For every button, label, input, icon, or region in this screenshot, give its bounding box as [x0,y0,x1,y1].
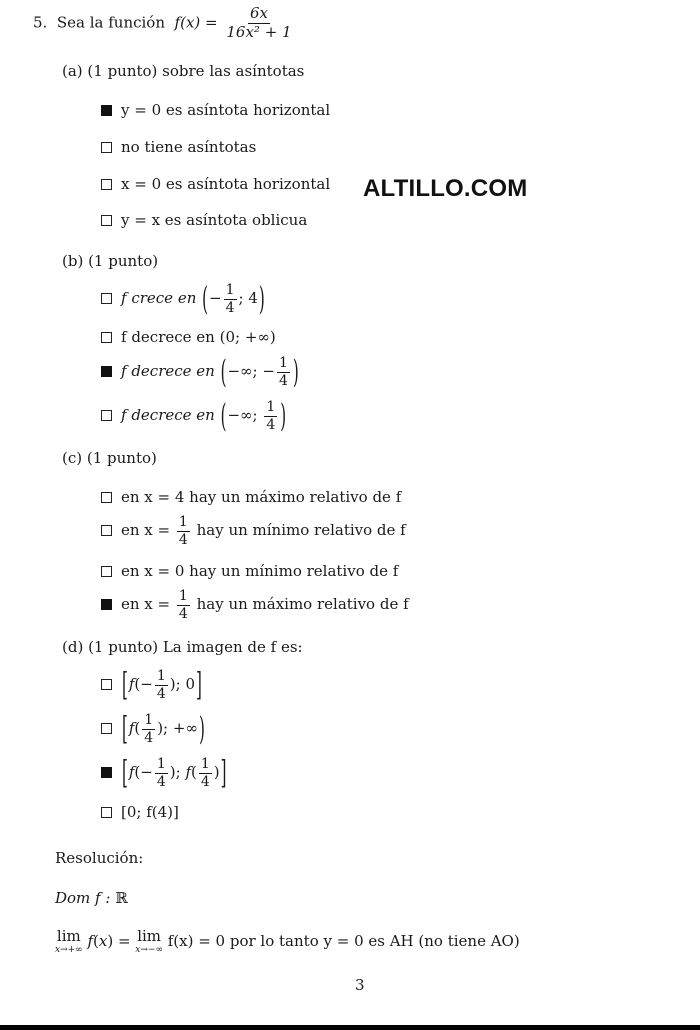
interval-left: −∞; [227,406,263,425]
checkbox-unchecked[interactable] [101,807,112,818]
option-b4[interactable] [101,397,287,436]
option-text: en x = [121,595,171,614]
option-text: x = 0 es asíntota horizontal [121,175,331,193]
domain-value: ℝ [115,889,128,907]
option-d2[interactable]: [f( $\frac{1}{4}$ ); +∞) [101,713,206,745]
option-text: y = x es asíntota oblicua [121,211,308,229]
problem-number: 5. [33,13,48,32]
fraction: $\frac{1}{4}$ [225,282,235,316]
interval-left: −∞; − [227,362,275,381]
limits-line: lim x→+∞ f(x) = lim x→−∞ f(x) = 0 por lo tanto y = 0 es AH (no tiene AO) [55,927,520,955]
function-denominator: 16x² + 1 [226,22,292,41]
checkbox-checked[interactable] [101,105,112,116]
option-d3[interactable]: [f(− $\frac{1}{4}$ ); f( $\frac{1}{4}$ )] [101,757,228,789]
checkbox-unchecked[interactable] [101,142,112,153]
part-d-header: (d) (1 punto) La imagen de f es: [62,638,303,656]
domain-line [55,889,128,907]
fraction: $\frac{1}{4}$ [178,588,188,622]
checkbox-unchecked[interactable] [101,723,112,734]
checkbox-checked[interactable] [101,767,112,778]
option-text-post: hay un mínimo relativo de f [196,521,406,540]
fraction: $\frac{1}{4}$ [266,399,276,433]
checkbox-checked[interactable] [101,599,112,610]
option-d1[interactable]: [f(− $\frac{1}{4}$ ); 0] [101,669,203,701]
option-text: f decrece en [121,362,215,381]
checkbox-checked[interactable] [101,366,112,377]
option-text: f crece en [121,289,197,308]
open-paren: ( [202,280,208,319]
option-c3[interactable] [101,562,398,580]
option-text-post: hay un máximo relativo de f [196,595,409,614]
limit-conclusion: f(x) = 0 por lo tanto y = 0 es AH (no tiene AO) [167,932,520,950]
close-paren: ) [258,280,265,319]
option-d4[interactable] [101,803,179,821]
resolution-label: Resolución: [55,849,144,867]
checkbox-unchecked[interactable] [101,566,112,577]
fraction: $\frac{1}{4}$ [278,355,288,389]
option-a2[interactable] [101,138,256,156]
function-numerator: 6x [249,4,268,22]
option-text: [0; f(4)] [121,803,179,821]
option-text: en x = 0 hay un mínimo relativo de f [121,562,399,580]
interval-left: − [209,289,222,308]
option-c2[interactable] [101,515,406,547]
close-paren: ) [280,397,287,436]
checkbox-unchecked[interactable] [101,492,112,503]
option-a3[interactable] [101,175,330,193]
bottom-rule [0,1025,700,1030]
option-text: f decrece en [121,406,215,425]
part-a-header: (a) (1 punto) sobre las asíntotas [62,62,305,80]
option-b2[interactable] [101,328,276,346]
option-text: f decrece en (0; +∞) [121,328,276,346]
option-text: y = 0 es asíntota horizontal [121,101,331,119]
checkbox-unchecked[interactable] [101,679,112,690]
option-a1[interactable] [101,101,330,119]
checkbox-unchecked[interactable] [101,215,112,226]
open-paren: ( [220,397,227,436]
problem-intro: Sea la función [56,13,165,32]
option-c4[interactable] [101,589,409,621]
option-text: en x = 4 hay un máximo relativo de f [121,488,402,506]
option-c1[interactable] [101,488,401,506]
fraction: $\frac{1}{4}$ [178,514,188,548]
interval-right: ; 4 [238,289,258,308]
domain-label: Dom f : [55,889,111,907]
part-c-header: (c) (1 punto) [62,449,157,467]
checkbox-unchecked[interactable] [101,410,112,421]
limit-plus-inf: lim x→+∞ [55,927,83,955]
checkbox-unchecked[interactable] [101,525,112,536]
checkbox-unchecked[interactable] [101,332,112,343]
option-text: en x = [121,521,171,540]
function-lhs: f(x) = [174,13,218,32]
close-paren: ) [292,353,299,392]
checkbox-unchecked[interactable] [101,179,112,190]
watermark: ALTILLO.COM [363,175,528,202]
limit-minus-inf: lim x→−∞ [135,927,163,955]
option-b1[interactable] [101,280,266,319]
option-a4[interactable] [101,211,307,229]
function-fraction [224,6,293,41]
open-paren: ( [220,353,227,392]
option-text: no tiene asíntotas [121,138,257,156]
problem-statement [33,6,296,41]
option-b3[interactable] [101,353,300,392]
part-b-header: (b) (1 punto) [62,252,159,270]
checkbox-unchecked[interactable] [101,293,112,304]
page-number: 3 [355,976,365,994]
